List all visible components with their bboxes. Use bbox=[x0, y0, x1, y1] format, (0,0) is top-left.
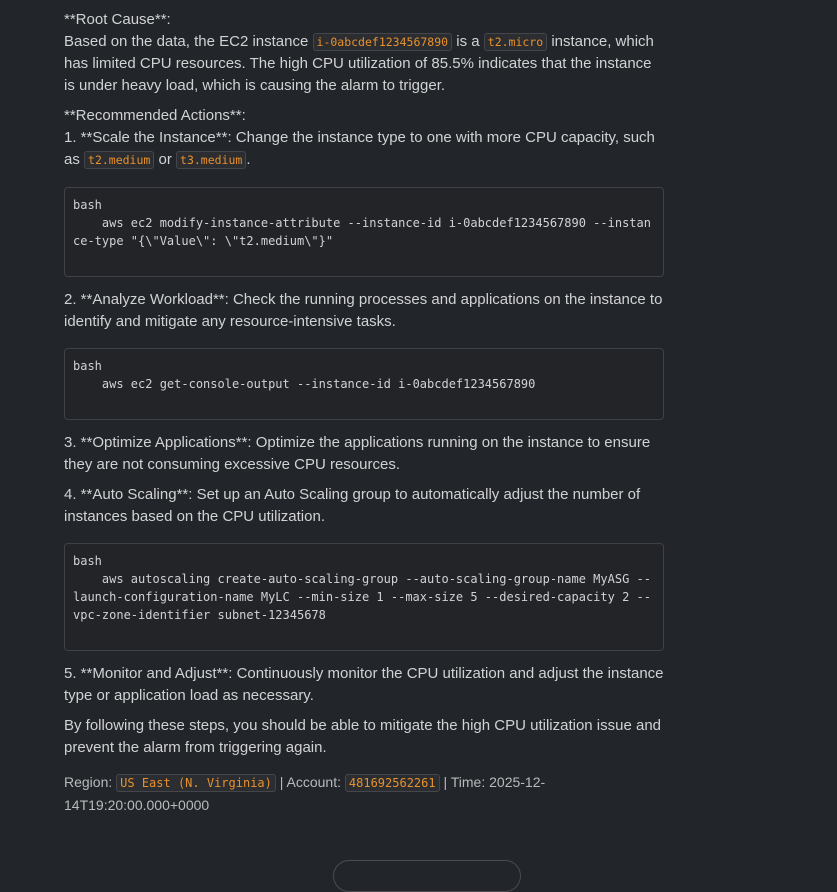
conclusion-text: By following these steps, you should be able to mitigate the high CPU utilization issue and prevent the alarm from triggering again. bbox=[64, 717, 662, 756]
step-5: 5. **Monitor and Adjust**: Continuously monitor the CPU utilization and adjust the instance type or application load as necessary. bbox=[64, 665, 664, 704]
metadata-line bbox=[64, 771, 664, 816]
root-cause-text bbox=[64, 31, 664, 97]
instance-id-code: i-0abcdef1234567890 bbox=[313, 33, 453, 51]
t2-medium-code: t2.medium bbox=[84, 151, 154, 169]
step-1-or: or bbox=[154, 151, 177, 168]
root-cause-heading: **Root Cause**: bbox=[64, 11, 171, 28]
actions-heading: **Recommended Actions**: bbox=[64, 107, 246, 124]
root-cause-text-1: Based on the data, the EC2 instance bbox=[64, 33, 313, 50]
step-1 bbox=[64, 127, 664, 171]
step-2: 2. **Analyze Workload**: Check the running processes and applications on the instance to identify and mitigate any resource-intensive tasks. bbox=[64, 291, 663, 330]
root-cause-text-3: instance, which has limited CPU resources. The high CPU utilization of 85.5% indicates that the instance is under heavy load, which is causing the alarm to trigger. bbox=[64, 33, 654, 94]
step-3: 3. **Optimize Applications**: Optimize the applications running on the instance to ensure they are not consuming excessive CPU resources. bbox=[64, 434, 651, 473]
account-label: | Account: bbox=[275, 774, 345, 790]
bottom-pill-button[interactable] bbox=[333, 860, 521, 892]
message-body bbox=[64, 9, 664, 816]
root-cause-text-2: is a bbox=[452, 33, 484, 50]
time-text: | Time: 2025-12-14T19:20:00.000+0000 bbox=[64, 774, 546, 813]
region-code: US East (N. Virginia) bbox=[116, 774, 276, 792]
code-block-autoscaling[interactable]: bash aws autoscaling create-auto-scaling-group --auto-scaling-group-name MyASG --launch-configuration-name MyLC --min-size 1 --max-size 5 --desired-capacity 2 --vpc-zone-identifier subnet-12345678 bbox=[64, 543, 664, 651]
step-1-text: 1. **Scale the Instance**: Change the instance type to one with more CPU capacity, such as bbox=[64, 129, 655, 168]
region-label: Region: bbox=[64, 774, 117, 790]
code-block-modify[interactable]: bash aws ec2 modify-instance-attribute --instance-id i-0abcdef1234567890 --instance-type "{\"Value\": \"t2.medium\"}" bbox=[64, 187, 664, 277]
instance-type-code: t2.micro bbox=[484, 33, 547, 51]
code-block-console-output[interactable]: bash aws ec2 get-console-output --instance-id i-0abcdef1234567890 bbox=[64, 348, 664, 420]
step-1-end: . bbox=[246, 151, 251, 168]
step-4: 4. **Auto Scaling**: Set up an Auto Scaling group to automatically adjust the number of instances based on the CPU utilization. bbox=[64, 486, 641, 525]
t3-medium-code: t3.medium bbox=[176, 151, 246, 169]
account-code: 481692562261 bbox=[345, 774, 440, 792]
